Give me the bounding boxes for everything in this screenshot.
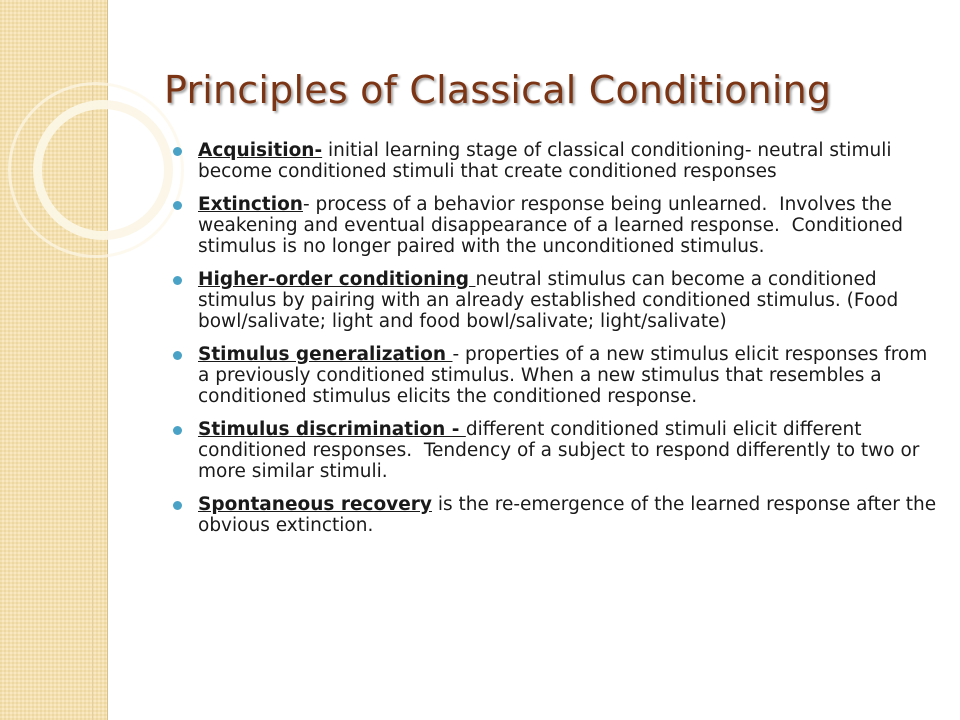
term-description: - process of a behavior response being unlearned. Involves the weakening and eventual disappearance of a learned response. Conditioned stimulus is no longer paired with the unconditioned stimulus. bbox=[198, 194, 909, 257]
term-description: different conditioned stimuli elicit different conditioned responses. Tendency of a subject to respond differently to two or more similar stimuli. bbox=[198, 419, 926, 482]
bullet-icon bbox=[173, 201, 182, 210]
list-item bbox=[168, 140, 938, 182]
term-label: Spontaneous recovery bbox=[198, 494, 432, 515]
bullet-icon bbox=[173, 147, 182, 156]
list-item bbox=[168, 344, 938, 407]
bullet-icon bbox=[173, 351, 182, 360]
bullet-icon bbox=[173, 276, 182, 285]
term-description: initial learning stage of classical conditioning- neutral stimuli become conditioned stimuli that create conditioned responses bbox=[198, 140, 898, 182]
term-description: - properties of a new stimulus elicit responses from a previously conditioned stimulus. When a new stimulus that resembles a conditioned stimulus elicits the conditioned response. bbox=[198, 344, 934, 407]
term-label: Extinction bbox=[198, 194, 303, 215]
list-item bbox=[168, 194, 938, 257]
term-label: Acquisition- bbox=[198, 140, 323, 161]
bullet-list bbox=[168, 140, 942, 548]
term-description: is the re-emergence of the learned response after the obvious extinction. bbox=[198, 494, 942, 536]
decorative-side-panel bbox=[0, 0, 108, 720]
term-label: Higher-order conditioning bbox=[198, 269, 476, 290]
term-description: neutral stimulus can become a conditioned stimulus by pairing with an already established conditioned stimulus. (Food bowl/salivate; light and food bowl/salivate; light/salivate) bbox=[198, 269, 905, 332]
list-item bbox=[168, 494, 942, 536]
bullet-icon bbox=[173, 426, 182, 435]
slide-title: Principles of Classical Conditioning bbox=[164, 68, 832, 112]
term-label: Stimulus generalization bbox=[198, 344, 453, 365]
bullet-icon bbox=[173, 501, 182, 510]
list-item bbox=[168, 269, 938, 332]
list-item bbox=[168, 419, 938, 482]
term-label: Stimulus discrimination - bbox=[198, 419, 466, 440]
slide-content bbox=[150, 60, 940, 700]
